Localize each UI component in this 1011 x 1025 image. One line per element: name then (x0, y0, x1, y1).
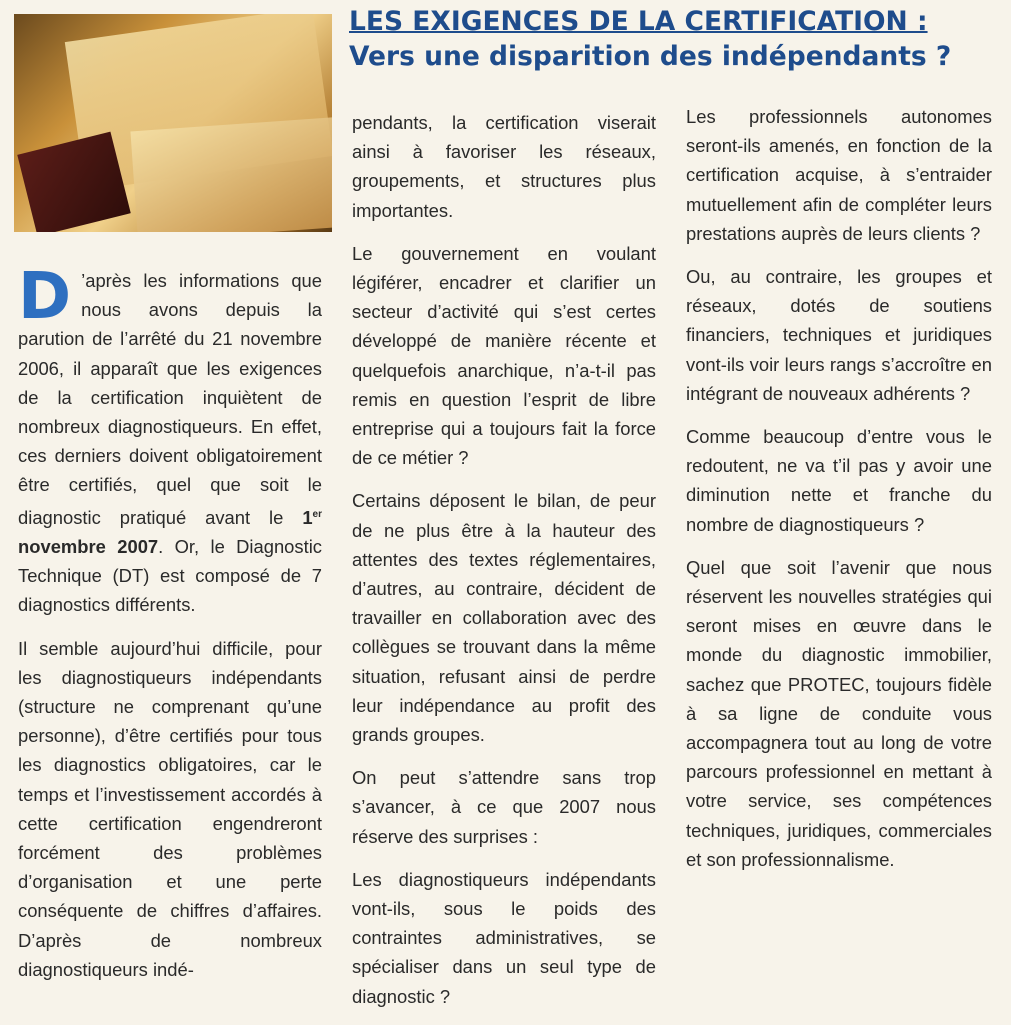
leather-passport-book (17, 132, 130, 232)
paragraph (18, 260, 322, 620)
paragraph: On peut s’attendre sans trop s’avancer, à ce que 2007 nous réserve des surprises : (352, 767, 656, 847)
paragraph: Il semble aujourd’hui difficile, pour les diagnostiqueurs indépendants (structure ne comprenant qu’une personne), d’être certifiés pour tous les diagnostics obligatoires, car le temps et l’investissement accordés à cette certification engendreront forcément des problèmes d’organisation et une perte conséquente de chiffres d’affaires. D’après de nombreux diagnostiqueurs indé- (18, 637, 322, 980)
certificate-document (130, 117, 332, 232)
text-column-2 (352, 108, 656, 1025)
paragraph: Les professionnels autonomes seront-ils amenés, en fonction de la certification acquise, à s’entraider mutuellement afin de compléter leurs prestations auprès de leurs clients ? (686, 106, 992, 244)
paragraph-text: ’après les informations que nous avons depuis la parution de l’arrêté du 21 novembre 2006, il apparaît que les exigences de la certification inquiètent de nombreux diagnostiqueurs. En effet, ces derniers doivent obligatoirement être certifiés, quel que soit le diagnostic pratiqué avant le (18, 270, 322, 528)
paragraph: Le gouvernement en voulant légiférer, encadrer et clarifier un secteur d’activité qui s’est certes développé de manière récente et quelquefois anarchique, n’a-t-il pas remis en question l’esprit de libre entreprise qui a toujours fait la force de ce métier ? (352, 242, 656, 469)
article-headline (345, 6, 1005, 72)
paragraph: Les diagnostiqueurs indépendants vont-ils, sous le poids des contraintes administratives, se spécialiser dans un seul type de diagnostic ? (352, 868, 656, 1007)
paragraph: Ou, au contraire, les groupes et réseaux, dotés de soutiens financiers, techniques et juridiques vont-ils voir leurs rangs s’accroître en intégrant de nouveaux adhérents ? (686, 266, 992, 404)
date-emphasis: 1er novembre 2007 (18, 506, 322, 557)
headline-subtitle: Vers une disparition des indépendants ? (349, 41, 952, 72)
text-column-1 (18, 260, 322, 998)
drop-cap: D (18, 260, 72, 334)
paragraph: Comme beaucoup d’entre vous le redoutent, ne va t’il pas y avoir une diminution nette et franche du nombre de diagnostiqueurs ? (686, 426, 992, 535)
paragraph: Quel que soit l’avenir que nous réservent les nouvelles stratégies qui seront mises en œuvre dans le monde du diagnostic immobilier, sachez que PROTEC, toujours fidèle à sa ligne de conduite vous accompagnera tout au long de votre parcours professionnel en mettant à votre service, ses compétences techniques, juridiques, commerciales et son professionnalisme. (686, 556, 992, 870)
paragraph: Certains déposent le bilan, de peur de ne plus être à la hauteur des attentes des textes réglementaires, d’autres, au contraire, décident de travailler en collaboration avec des collègues se trouvant dans la même situation, refusant ainsi de perdre leur indépendance au profit des grands groupes. (352, 490, 656, 746)
headline-title: LES EXIGENCES DE LA CERTIFICATION : (349, 6, 928, 37)
text-column-3 (686, 102, 992, 888)
paragraph-text: . Or, le Diagnostic Technique (DT) est composé de 7 diagnostics différents. (18, 535, 322, 616)
paragraph: pendants, la certification viserait ainsi à favoriser les réseaux, groupements, et structures plus importantes. (352, 112, 656, 221)
certificates-photo (14, 14, 332, 232)
